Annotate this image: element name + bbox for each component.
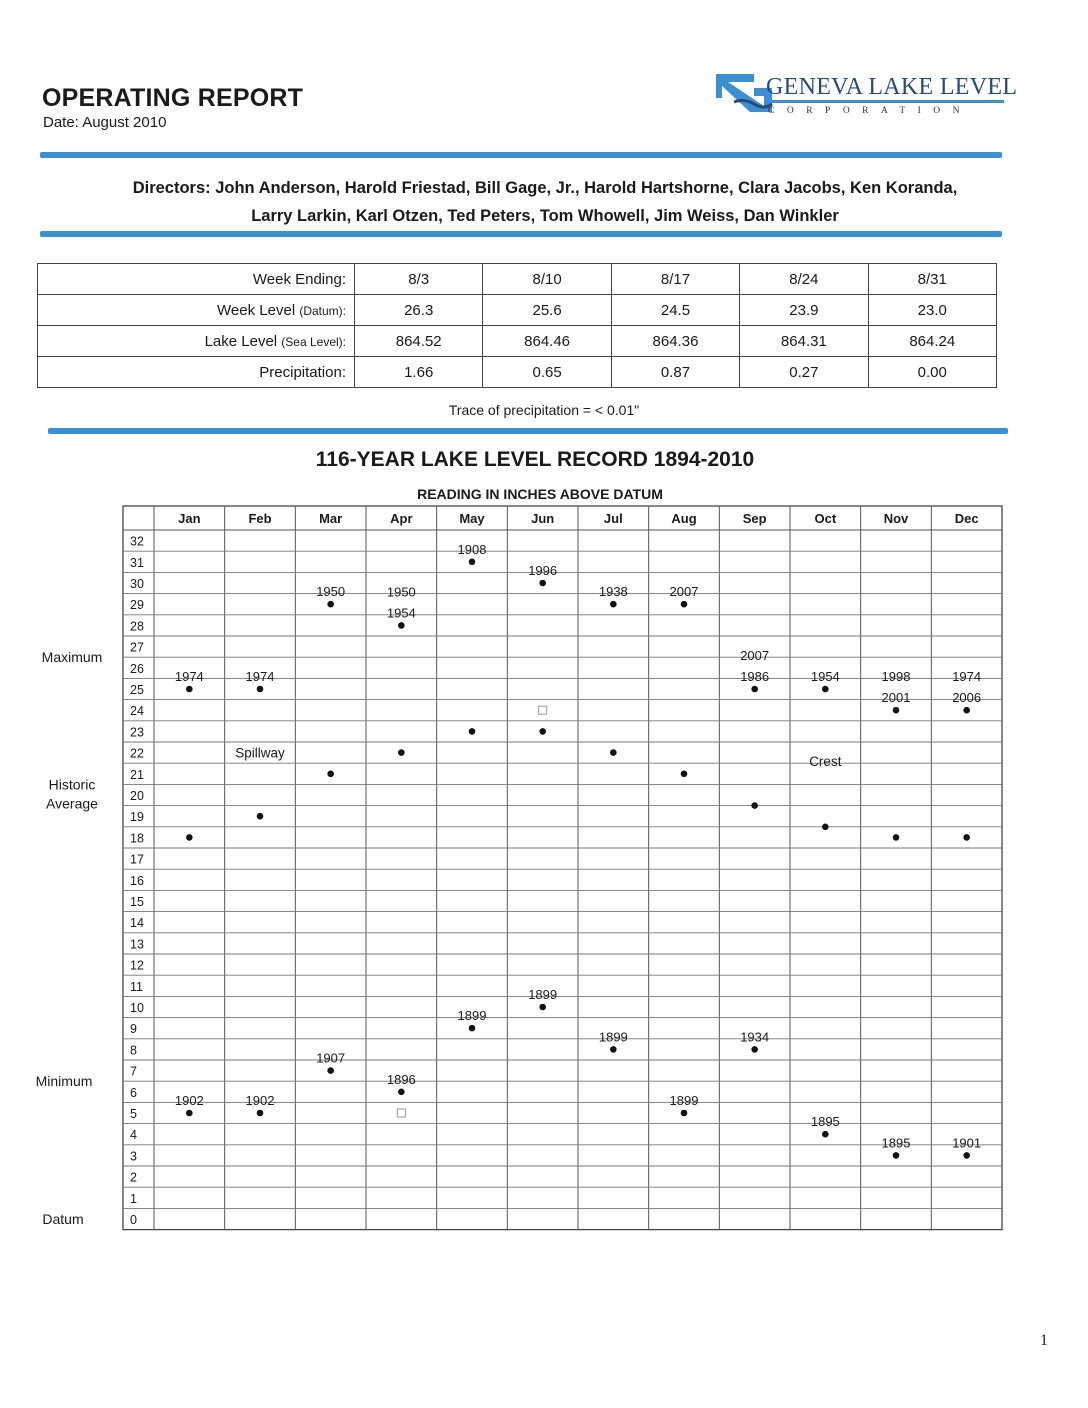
table-cell: 8/3 (355, 264, 483, 295)
average-point (469, 728, 476, 735)
trace-note: Trace of precipitation = < 0.01" (448, 402, 640, 418)
month-header: May (459, 511, 485, 526)
level-tick-label: 32 (130, 534, 144, 549)
report-date: Date: August 2010 (43, 114, 167, 131)
level-tick-label: 7 (130, 1064, 137, 1079)
table-cell: 26.3 (355, 295, 483, 326)
minimum-year-label: 1895 (881, 1135, 911, 1151)
level-tick-label: 0 (130, 1213, 137, 1227)
level-tick-label: 10 (130, 1001, 144, 1015)
maximum-year-label: 1954 (386, 605, 416, 621)
historic-label: Historic (48, 776, 96, 793)
minimum-point (469, 1025, 476, 1032)
table-cell: 8/10 (483, 264, 611, 295)
minimum-point (751, 1046, 758, 1053)
table-cell: 0.00 (868, 357, 996, 388)
maximum-year-label: 1908 (457, 541, 487, 557)
table-cell: 864.36 (611, 326, 739, 357)
average-point (610, 749, 617, 756)
table-cell: 24.5 (611, 295, 739, 326)
report-title: OPERATING REPORT (42, 84, 304, 112)
month-header: Jun (531, 511, 555, 526)
minimum-year-label: 1907 (316, 1050, 346, 1066)
minimum-point (681, 1110, 688, 1117)
level-tick-label: 8 (130, 1043, 137, 1058)
directors-line-2: Larry Larkin, Karl Otzen, Ted Peters, Tom Whowell, Jim Weiss, Dan Winkler (251, 207, 839, 225)
table-cell: 0.87 (611, 357, 739, 388)
month-header: Oct (814, 511, 837, 526)
month-header: Mar (319, 511, 343, 526)
level-tick-label: 20 (130, 789, 144, 803)
maximum-year-label: 1974 (174, 669, 204, 684)
maximum-point (751, 686, 758, 693)
table-cell: 864.31 (740, 326, 868, 357)
week-ending-label: Week Ending: (38, 264, 355, 295)
maximum-point (610, 601, 617, 608)
average-point (822, 824, 829, 831)
level-tick-label: 5 (130, 1107, 137, 1121)
minimum-point (186, 1110, 193, 1117)
maximum-year-label: 1938 (598, 584, 628, 600)
level-tick-label: 17 (130, 852, 144, 867)
maximum-point (963, 707, 970, 714)
level-tick-label: 25 (130, 683, 144, 697)
level-tick-label: 9 (130, 1022, 137, 1037)
minimum-year-label: 1934 (740, 1029, 770, 1045)
minimum-point (257, 1110, 264, 1117)
table-cell: 23.0 (868, 295, 996, 326)
maximum-year-label: 1986 (740, 669, 770, 684)
month-header: Sep (742, 511, 767, 526)
maximum-year-label: 2007 (669, 584, 699, 600)
maximum-year-label: 1996 (528, 563, 558, 578)
directors-line-1: Directors: John Anderson, Harold Friestad, Bill Gage, Jr., Harold Hartshorne, Clara Jacobs, Ken Koranda, (132, 179, 958, 197)
average-label: Average (46, 795, 98, 812)
minimum-point (327, 1067, 334, 1074)
level-tick-label: 3 (130, 1149, 137, 1164)
logo-name: GENEVA LAKE LEVEL (766, 74, 1018, 100)
record-subtitle: READING IN INCHES ABOVE DATUM (417, 486, 663, 502)
level-tick-label: 29 (130, 598, 144, 613)
logo-subtitle: CORPORATION (768, 106, 973, 116)
table-cell: 25.6 (483, 295, 611, 326)
level-tick-label: 16 (130, 873, 144, 888)
level-tick-label: 28 (130, 619, 144, 634)
minimum-year-label: 1896 (386, 1071, 416, 1087)
table-cell: 8/17 (611, 264, 739, 295)
minimum-year-label: 1899 (598, 1029, 628, 1045)
lake-level-label: Lake Level (Sea Level): (38, 326, 355, 357)
maximum-year-label: 1950 (386, 584, 416, 600)
level-tick-label: 22 (130, 746, 144, 761)
table-cell: 0.65 (483, 357, 611, 388)
table-cell: 1.66 (355, 357, 483, 388)
current-year-marker (539, 706, 547, 714)
month-header: Aug (671, 511, 697, 526)
maximum-year-label: 2007 (740, 648, 770, 663)
level-tick-label: 24 (130, 704, 144, 719)
table-cell: 23.9 (740, 295, 868, 326)
level-tick-label: 31 (130, 555, 144, 570)
level-tick-label: 4 (130, 1128, 137, 1143)
level-tick-label: 23 (130, 725, 144, 740)
maximum-point (822, 686, 829, 693)
maximum-point (681, 601, 688, 608)
minimum-point (398, 1089, 405, 1096)
level-tick-label: 27 (130, 640, 144, 655)
maximum-year-label: 1974 (952, 669, 982, 685)
level-tick-label: 6 (130, 1085, 137, 1100)
maximum-point (469, 559, 476, 566)
page-number: 1 (1040, 1332, 1048, 1349)
minimum-year-label: 1902 (174, 1093, 204, 1108)
table-cell: 8/31 (868, 264, 996, 295)
average-point (398, 749, 405, 756)
average-point (257, 813, 264, 820)
minimum-point (610, 1046, 617, 1053)
maximum-point (398, 622, 405, 629)
level-tick-label: 19 (130, 810, 144, 825)
minimum-point (893, 1152, 900, 1159)
month-header: Jul (603, 511, 623, 526)
average-point (893, 834, 900, 841)
minimum-point (963, 1152, 970, 1159)
average-point (681, 771, 688, 778)
maximum-year-label: 1998 (881, 669, 911, 685)
maximum-label: Maximum (41, 649, 103, 666)
maximum-point (539, 580, 546, 587)
maximum-year-label: 1950 (316, 584, 346, 600)
record-title: 116-YEAR LAKE LEVEL RECORD 1894-2010 (315, 448, 755, 471)
minimum-point (822, 1131, 829, 1138)
maximum-point (327, 601, 334, 608)
precipitation-label: Precipitation: (38, 357, 355, 388)
average-point (186, 834, 193, 841)
table-cell: 864.52 (355, 326, 483, 357)
minimum-year-label: 1901 (952, 1135, 982, 1151)
table-cell: 0.27 (740, 357, 868, 388)
maximum-point (257, 686, 264, 693)
datum-label: Datum (42, 1211, 84, 1227)
average-point (751, 802, 758, 809)
minimum-year-label: 1899 (528, 987, 558, 1002)
table-cell: 864.46 (483, 326, 611, 357)
month-header: Nov (883, 511, 909, 526)
month-header: Apr (390, 511, 413, 526)
week-level-label: Week Level (Datum): (38, 295, 355, 326)
level-tick-label: 21 (130, 767, 144, 782)
level-tick-label: 26 (130, 661, 144, 676)
average-point (539, 728, 546, 735)
level-tick-label: 2 (130, 1170, 137, 1185)
level-tick-label: 14 (130, 916, 144, 931)
average-point (327, 771, 334, 778)
month-header: Feb (248, 511, 272, 526)
level-tick-label: 11 (130, 979, 143, 994)
month-header: Jan (178, 511, 201, 526)
maximum-year-label: 2001 (881, 690, 911, 706)
minimum-year-label: 1895 (810, 1114, 840, 1130)
maximum-point (893, 707, 900, 714)
month-header: Dec (954, 511, 979, 526)
current-year-marker (397, 1109, 405, 1117)
level-tick-label: 12 (130, 958, 144, 973)
level-tick-label: 30 (130, 577, 144, 591)
minimum-year-label: 1899 (669, 1093, 699, 1108)
table-cell: 8/24 (740, 264, 868, 295)
level-tick-label: 18 (130, 831, 144, 846)
minimum-year-label: 1902 (245, 1093, 275, 1108)
table-cell: 864.24 (868, 326, 996, 357)
crest-annotation: Crest (809, 754, 842, 770)
average-point (963, 834, 970, 841)
maximum-year-label: 1974 (245, 669, 275, 684)
minimum-year-label: 1899 (457, 1008, 487, 1024)
minimum-label: Minimum (35, 1073, 93, 1090)
level-tick-label: 13 (130, 937, 144, 952)
spillway-annotation: Spillway (235, 745, 285, 761)
level-tick-label: 1 (130, 1191, 137, 1206)
maximum-point (186, 686, 193, 693)
level-tick-label: 15 (130, 895, 144, 909)
maximum-year-label: 1954 (810, 669, 840, 684)
minimum-point (539, 1004, 546, 1011)
maximum-year-label: 2006 (952, 690, 982, 706)
